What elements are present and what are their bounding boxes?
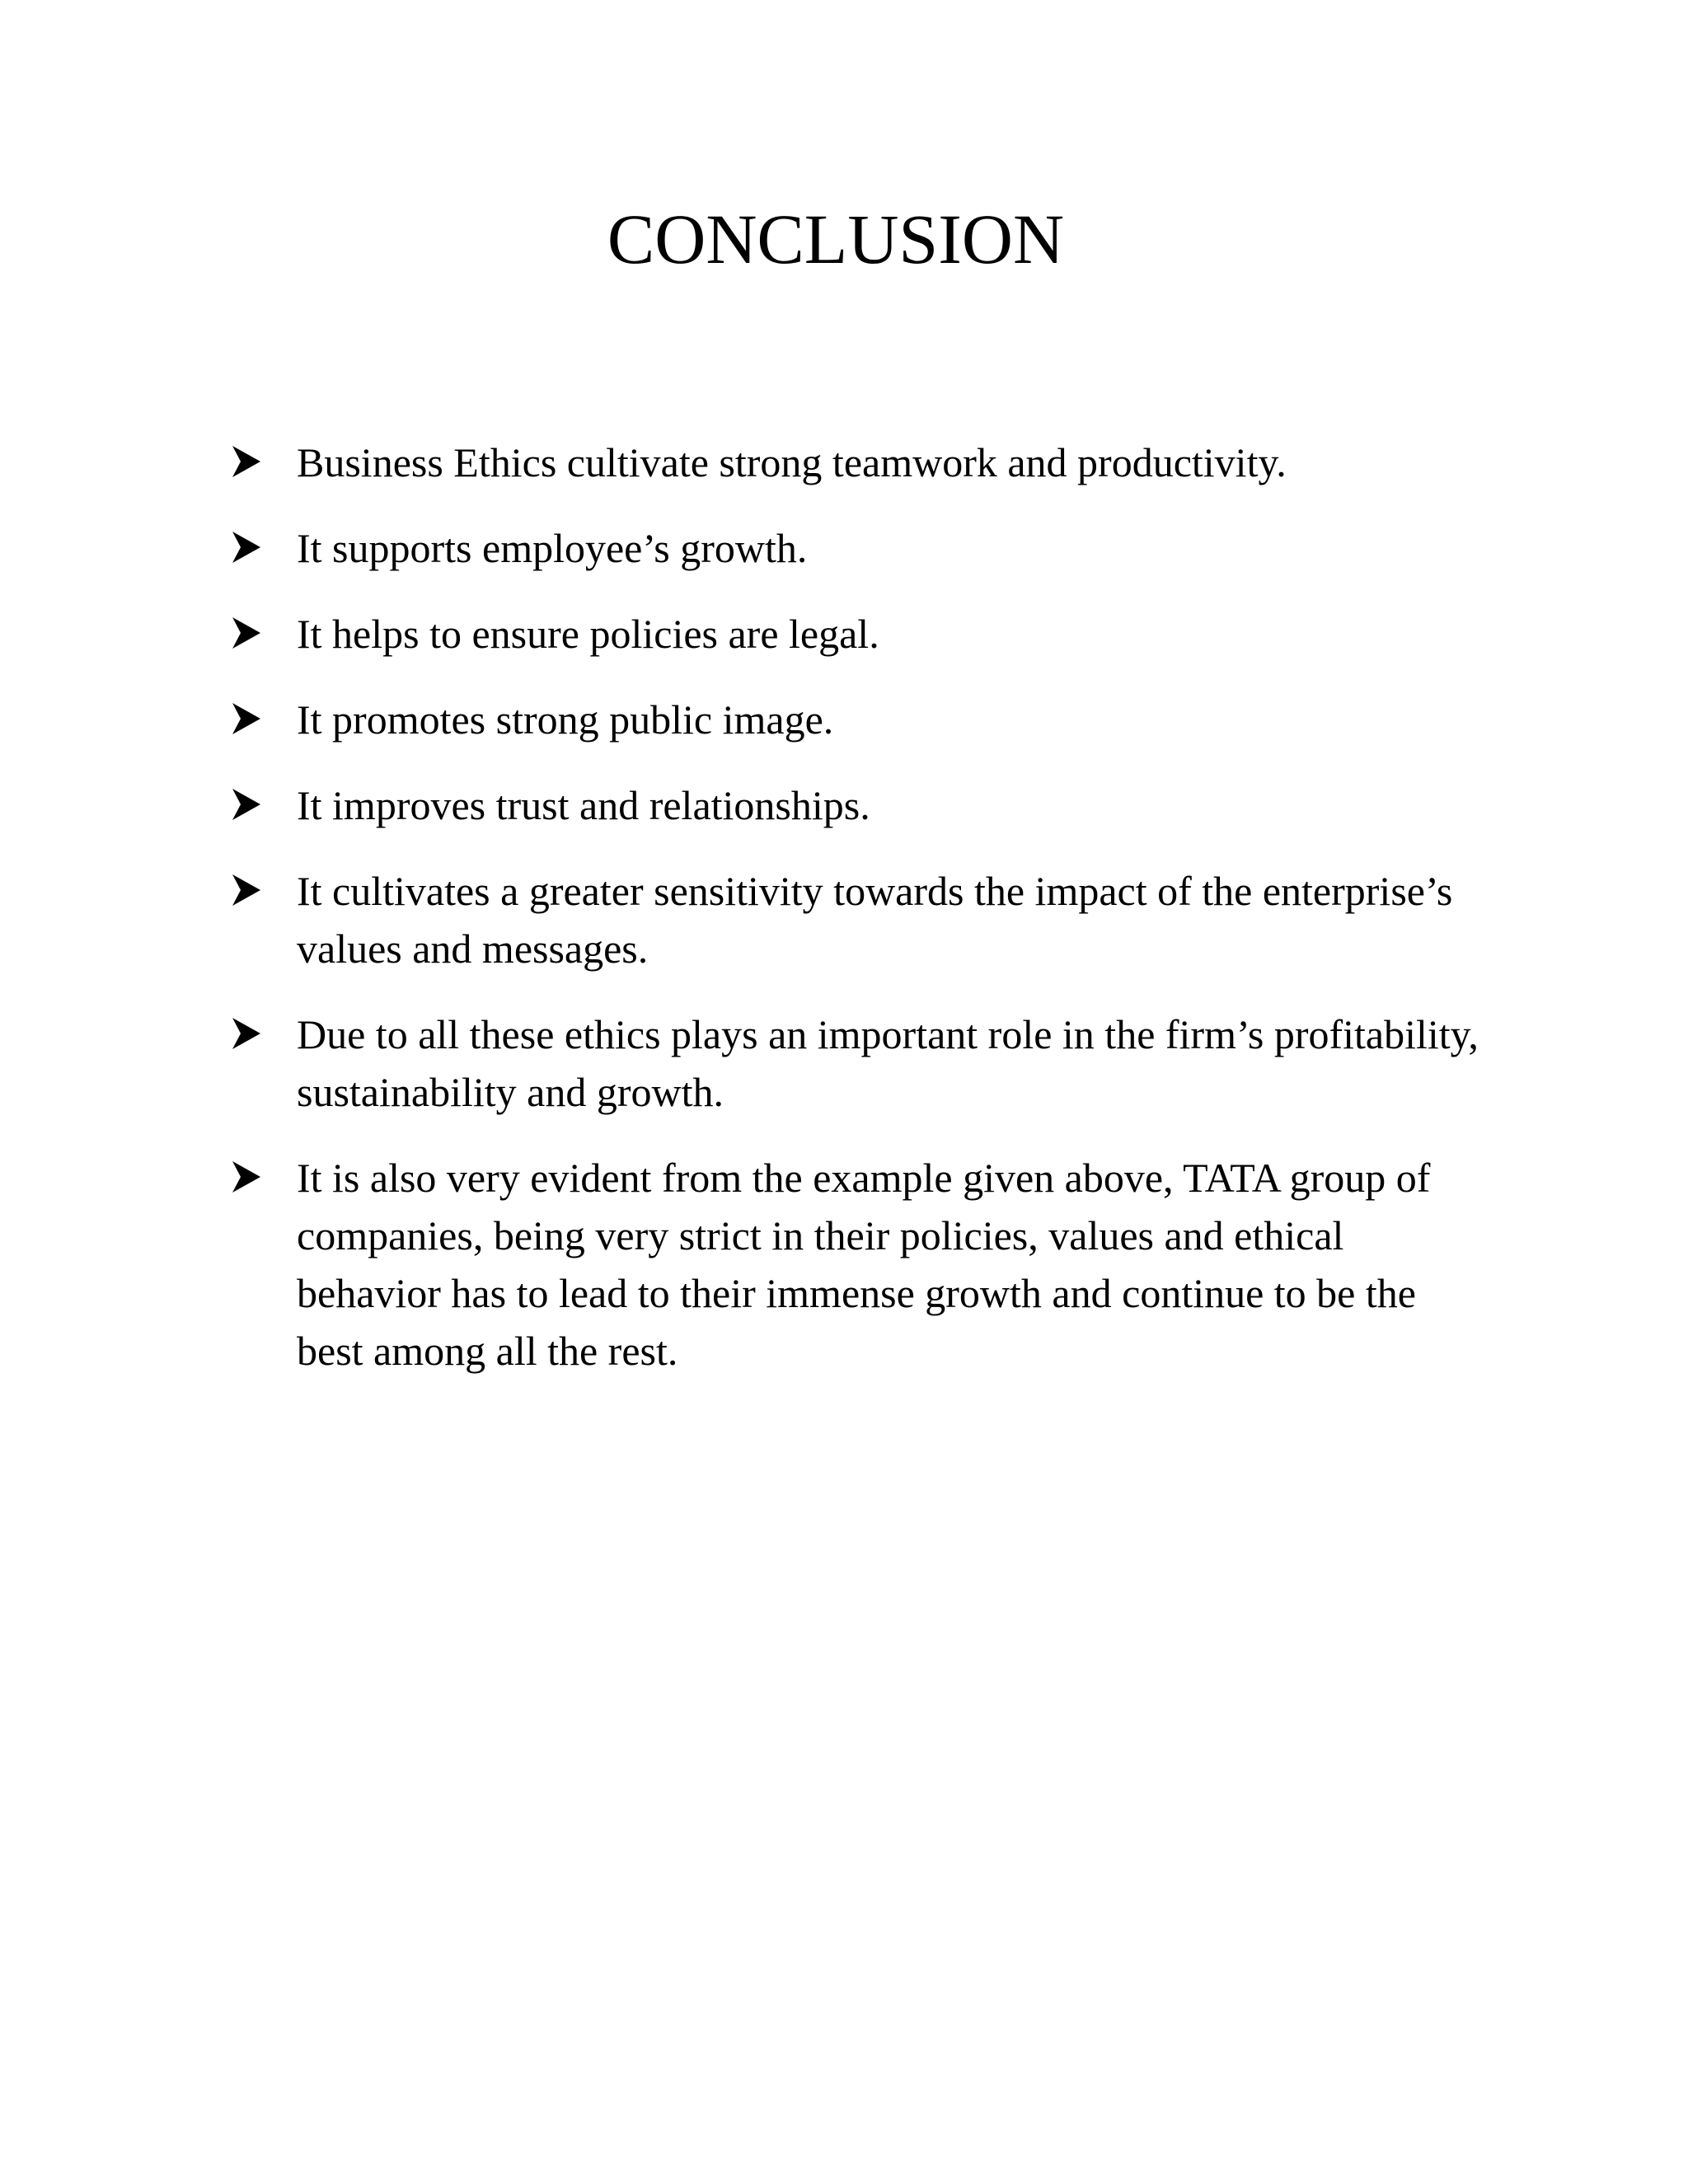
list-item xyxy=(223,862,1492,977)
conclusion-list xyxy=(223,434,1492,1408)
list-item-text: It helps to ensure policies are legal. xyxy=(297,611,879,657)
list-item-text: Due to all these ethics plays an important role in the firm’s profitability, sustainability and growth. xyxy=(297,1011,1479,1115)
list-item-text: Business Ethics cultivate strong teamwork and productivity. xyxy=(297,439,1287,485)
arrowhead-bullet-icon xyxy=(231,1016,262,1051)
list-item xyxy=(223,519,1492,577)
list-item-text: It cultivates a greater sensitivity towards the impact of the enterprise’s values and messages. xyxy=(297,868,1453,972)
arrowhead-bullet-icon xyxy=(231,1160,262,1194)
list-item xyxy=(223,1149,1492,1380)
arrowhead-bullet-icon xyxy=(231,530,262,565)
list-item-text: It is also very evident from the example given above, TATA group of companies, being very strict in their policies, values and ethical behavior has to lead to their immense growth and continue to be the best among all the rest. xyxy=(297,1155,1431,1374)
list-item xyxy=(223,776,1492,834)
list-item xyxy=(223,691,1492,748)
arrowhead-bullet-icon xyxy=(231,873,262,907)
arrowhead-bullet-icon xyxy=(231,444,262,479)
list-item xyxy=(223,1005,1492,1121)
list-item-text: It promotes strong public image. xyxy=(297,696,834,743)
arrowhead-bullet-icon xyxy=(231,616,262,650)
list-item xyxy=(223,605,1492,663)
arrowhead-bullet-icon xyxy=(231,701,262,736)
arrowhead-bullet-icon xyxy=(231,787,262,822)
list-item-text: It supports employee’s growth. xyxy=(297,525,808,571)
list-item-text: It improves trust and relationships. xyxy=(297,782,870,828)
list-item xyxy=(223,434,1492,491)
page-title: CONCLUSION xyxy=(607,199,1065,279)
